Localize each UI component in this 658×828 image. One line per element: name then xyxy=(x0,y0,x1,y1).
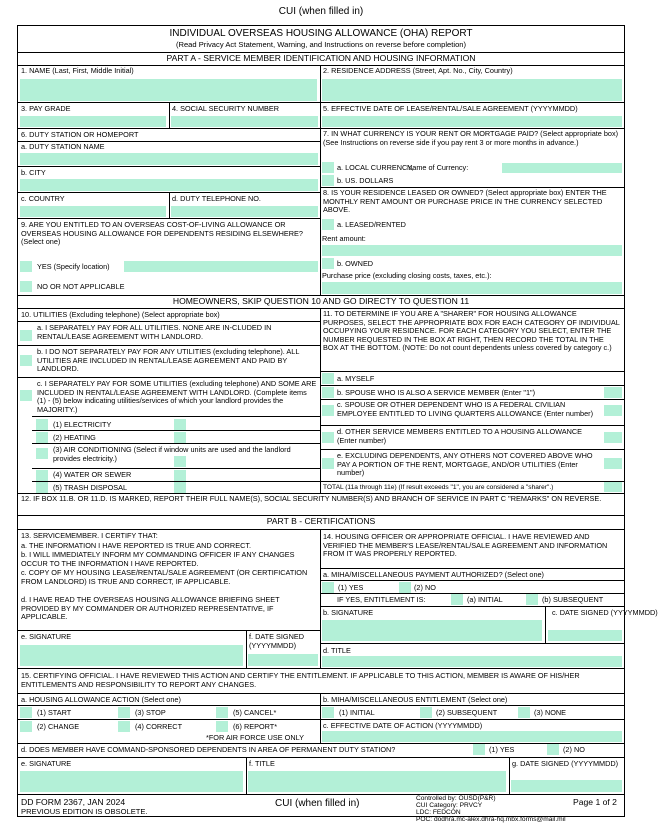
q15d-yes-label: (1) YES xyxy=(489,745,515,754)
member-date-signed-field[interactable] xyxy=(248,654,318,666)
effective-date-of-action-field[interactable] xyxy=(322,731,622,742)
heating-checkbox[interactable] xyxy=(36,432,48,443)
cancel-label: (5) CANCEL* xyxy=(233,708,277,717)
housing-officer-signature-field[interactable] xyxy=(322,620,542,641)
air-conditioning-checkbox[interactable] xyxy=(36,448,48,459)
q13f-label: f. DATE SIGNED (YYYYMMDD) xyxy=(249,632,305,650)
q10a-checkbox[interactable] xyxy=(20,330,32,341)
q10c-label: c. I SEPARATELY PAY FOR SOME UTILITIES (excluding telephone) AND SOME ARE INCLUDED IN RENTAL/LEASE AGREEMENT WITH LANDLORD. (Complete items (1) - (5) below indicating utilities/services of which your landlord provides the MAJORITY.) xyxy=(37,379,317,414)
util4-label: (4) WATER OR SEWER xyxy=(53,470,132,479)
q11e-checkbox[interactable] xyxy=(322,458,334,469)
water-sewer-checkbox[interactable] xyxy=(36,470,48,481)
q15d-no-checkbox[interactable] xyxy=(547,744,559,755)
q7b-label: b. US. DOLLARS xyxy=(337,176,394,185)
q10b-label: b. I DO NOT SEPARATELY PAY FOR ANY UTILITIES (excluding telephone). ALL UTILITIES ARE INCLUDED IN RENTAL/LEASE AGREEMENT AND PAID BY LANDLORD. xyxy=(37,347,300,374)
q15d-no-label: (2) NO xyxy=(563,745,585,754)
q11b-label: b. SPOUSE WHO IS ALSO A SERVICE MEMBER (Enter "1") xyxy=(337,388,536,397)
q13c-label: c. COPY OF MY HOUSING LEASE/RENTAL/SALE AGREEMENT (OR CERTIFICATION FROM LANDLORD) IS TRUE AND CORRECT, IF APPLICABLE. xyxy=(21,568,308,586)
q11-total-label: TOTAL (11a through 11e) (If result exceeds "1", you are considered a "sharer".) xyxy=(323,484,554,491)
q15e-label: e. SIGNATURE xyxy=(21,759,72,768)
correct-label: (4) CORRECT xyxy=(135,722,183,731)
miha-subsequent-label: (2) SUBSEQUENT xyxy=(436,708,498,717)
q14-initial-label: (a) INITIAL xyxy=(467,595,503,604)
water-sewer-extra-checkbox[interactable] xyxy=(174,470,186,481)
q13a-label: a. THE INFORMATION I HAVE REPORTED IS TRUE AND CORRECT. xyxy=(21,541,252,550)
change-label: (2) CHANGE xyxy=(37,722,80,731)
form-title: INDIVIDUAL OVERSEAS HOUSING ALLOWANCE (OHA) REPORT xyxy=(169,28,473,39)
stop-label: (3) STOP xyxy=(135,708,166,717)
q11e-count-field[interactable] xyxy=(604,458,622,469)
duty-telephone-field[interactable] xyxy=(171,206,318,217)
correct-checkbox[interactable] xyxy=(118,721,130,732)
member-signature-field[interactable] xyxy=(20,645,243,666)
electricity-extra-checkbox[interactable] xyxy=(174,419,186,430)
us-dollars-checkbox[interactable] xyxy=(322,175,334,186)
q9-no-label: NO OR NOT APPLICABLE xyxy=(37,282,125,291)
q11d-count-field[interactable] xyxy=(604,432,622,443)
city-field[interactable] xyxy=(20,179,318,191)
q8b-label: b. OWNED xyxy=(337,259,374,268)
local-currency-checkbox[interactable] xyxy=(322,162,334,173)
q14-no-label: (2) NO xyxy=(414,583,436,592)
certifying-date-field[interactable] xyxy=(511,780,622,792)
util3-label: (3) AIR CONDITIONING (Select if window units are used and the landlord provides electricity.) xyxy=(53,445,291,463)
q14-label: 14. HOUSING OFFICER OR APPROPRIATE OFFICIAL. I HAVE REVIEWED AND VERIFIED THE MEMBER'S LEASE/RENTAL/SALE AGREEMENT AND INFORMATION FROM IT WAS PROPERLY REPORTED. xyxy=(323,532,608,559)
q11-label: 11. TO DETERMINE IF YOU ARE A "SHARER" FOR HOUSING ALLOWANCE PURPOSES, SELECT THE APPROPRIATE BOX FOR EACH CATEGORY OF INDIVIDUAL OCCUPYING YOUR RESIDENCE. FOR EACH CATEGORY YOU SELECT, ENTER THE NUMBER REQUESTED IN THE BOX AT RIGHT, THEN RECORD THE TOTAL IN THE BOX AT THE BOTTOM. (NOTE: Do not count dependents unless covered by category c.) xyxy=(323,309,620,353)
q14-subsequent-checkbox[interactable] xyxy=(526,594,538,605)
housing-officer-date-field[interactable] xyxy=(548,630,622,641)
q8-label: 8. IS YOUR RESIDENCE LEASED OR OWNED? (Select appropriate box) ENTER THE MONTHLY RENT AMOUNT OR PURCHASE PRICE IN THE CURRENCY SELECTED ABOVE. xyxy=(323,188,607,215)
q2-label: 2. RESIDENCE ADDRESS (Street, Apt. No., City, Country) xyxy=(323,66,513,75)
q14b-label: b. SIGNATURE xyxy=(323,608,374,617)
q11b-count-field[interactable] xyxy=(604,387,622,398)
q3-label: 3. PAY GRADE xyxy=(21,104,71,113)
q4-label: 4. SOCIAL SECURITY NUMBER xyxy=(172,104,280,113)
q14a-label: a. MIHA/MISCELLANEOUS PAYMENT AUTHORIZED? (Select one) xyxy=(323,570,544,579)
q14-subsequent-label: (b) SUBSEQUENT xyxy=(542,595,604,604)
q15f-label: f. TITLE xyxy=(249,759,275,768)
util2-label: (2) HEATING xyxy=(53,433,96,442)
change-checkbox[interactable] xyxy=(20,721,32,732)
duty-station-name-field[interactable] xyxy=(20,153,318,165)
q13-label: 13. SERVICEMEMBER. I CERTIFY THAT: xyxy=(21,531,158,540)
q13d-label: d. I HAVE READ THE OVERSEAS HOUSING ALLOWANCE BRIEFING SHEET PROVIDED BY MY COMMANDER OR AUTHORIZED REPRESENTATIVE, IF APPLICABLE. xyxy=(21,595,280,622)
q15a-label: a. HOUSING ALLOWANCE ACTION (Select one) xyxy=(21,695,181,704)
certifying-title-field[interactable] xyxy=(248,771,506,792)
cancel-checkbox[interactable] xyxy=(216,707,228,718)
q9-label: 9. ARE YOU ENTITLED TO AN OVERSEAS COST-OF-LIVING ALLOWANCE OR OVERSEAS HOUSING ALLOWANCE FOR DEPENDENTS RESIDING ELSEWHERE? (Select one) xyxy=(21,220,303,247)
cui-category: CUI Category: PRVCY xyxy=(416,802,483,809)
q5-label: 5. EFFECTIVE DATE OF LEASE/RENTAL/SALE AGREEMENT (YYYYMMDD) xyxy=(323,104,578,113)
form-subtitle: (Read Privacy Act Statement, Warning, and Instructions on reverse before completion) xyxy=(175,40,467,49)
q8a-label: a. LEASED/RENTED xyxy=(337,220,406,229)
q11a-label: a. MYSELF xyxy=(337,374,375,383)
q11-total-field[interactable] xyxy=(604,482,622,492)
residence-address-field[interactable] xyxy=(322,79,622,101)
obsolete-note: PREVIOUS EDITION IS OBSOLETE. xyxy=(21,807,148,816)
q11c-checkbox[interactable] xyxy=(322,405,334,416)
heating-extra-checkbox[interactable] xyxy=(174,432,186,443)
q14-no-checkbox[interactable] xyxy=(399,582,411,593)
part-b-header: PART B - CERTIFICATIONS xyxy=(266,516,376,526)
q14-yes-checkbox[interactable] xyxy=(322,582,334,593)
controlled-by: Controlled by: OUSD(P&R) xyxy=(416,795,496,802)
effective-date-field[interactable] xyxy=(322,116,622,127)
q12-label: 12. IF BOX 11.B. OR 11.D. IS MARKED, REPORT THEIR FULL NAME(S), SOCIAL SECURITY NUMBER(S) AND BRANCH OF SERVICE IN PART C "REMARKS" ON REVERSE. xyxy=(21,494,602,503)
housing-officer-title-field[interactable] xyxy=(322,656,622,667)
q11d-checkbox[interactable] xyxy=(322,432,334,443)
homeowners-banner: HOMEOWNERS, SKIP QUESTION 10 AND GO DIRECTY TO QUESTION 11 xyxy=(172,296,470,306)
electricity-checkbox[interactable] xyxy=(36,419,48,430)
q9-yes-label: YES (Specify location) xyxy=(37,262,110,271)
name-field[interactable] xyxy=(20,79,317,101)
q13b-label: b. I WILL IMMEDIATELY INFORM MY COMMANDING OFFICER IF ANY CHANGES OCCUR TO THE INFORMATION I HAVE REPORTED. xyxy=(21,550,295,568)
purchase-price-field[interactable] xyxy=(322,282,622,294)
owned-checkbox[interactable] xyxy=(322,258,334,269)
q9-no-checkbox[interactable] xyxy=(20,281,32,292)
q11c-label: c. SPOUSE OR OTHER DEPENDENT WHO IS A FEDERAL CIVILIAN EMPLOYEE ENTITLED TO LIVING QUARTERS ALLOWANCE (Enter number) xyxy=(337,400,594,418)
q11b-checkbox[interactable] xyxy=(322,387,334,398)
q11e-label: e. EXCLUDING DEPENDENTS, ANY OTHERS NOT COVERED ABOVE WHO PAY A PORTION OF THE RENT, MORTGAGE, AND/OR UTILITIES (Enter number) xyxy=(337,451,593,478)
currency-name-label: Name of Currency: xyxy=(407,163,469,172)
start-label: (1) START xyxy=(37,708,72,717)
q15c-label: c. EFFECTIVE DATE OF ACTION (YYYYMMDD) xyxy=(323,721,483,730)
start-checkbox[interactable] xyxy=(20,707,32,718)
q9-yes-checkbox[interactable] xyxy=(20,261,32,272)
part-a-header: PART A - SERVICE MEMBER IDENTIFICATION AND HOUSING INFORMATION xyxy=(166,53,476,63)
trash-disposal-extra-checkbox[interactable] xyxy=(174,482,186,493)
form-identifier: DD FORM 2367, JAN 2024 xyxy=(21,797,126,807)
pay-grade-field[interactable] xyxy=(20,116,166,127)
q14d-label: d. TITLE xyxy=(323,646,351,655)
cui-marking-top: CUI (when filled in) xyxy=(278,6,364,17)
q11c-count-field[interactable] xyxy=(604,405,622,416)
ssn-field[interactable] xyxy=(171,116,318,127)
leased-rented-checkbox[interactable] xyxy=(322,219,334,230)
q6-label: 6. DUTY STATION OR HOMEPORT xyxy=(21,130,139,139)
q9-location-field[interactable] xyxy=(124,261,318,272)
q7-label: 7. IN WHAT CURRENCY IS YOUR RENT OR MORTGAGE PAID? (Select appropriate box) (See Instructions on reverse side if you pay rent 3 or more months in advance.) xyxy=(323,129,619,147)
miha-none-label: (3) NONE xyxy=(534,708,567,717)
q10c-checkbox[interactable] xyxy=(20,390,32,401)
country-field[interactable] xyxy=(20,206,166,217)
certifying-signature-field[interactable] xyxy=(20,771,243,792)
q10b-checkbox[interactable] xyxy=(20,355,32,366)
miha-none-checkbox[interactable] xyxy=(518,707,530,718)
util5-label: (5) TRASH DISPOSAL xyxy=(53,483,128,492)
q1-label: 1. NAME (Last, First, Middle Initial) xyxy=(21,66,134,75)
q15-label: 15. CERTIFYING OFFICIAL. I HAVE REVIEWED THIS ACTION AND CERTIFY THE ENTITLEMENT. IF APPLICABLE TO THIS ACTION, MEMBER IS AWARE OF HIS/HER ENTITLEMENTS AND RESPONSIBILITY TO REPORT ANY CHANGES. xyxy=(21,671,580,689)
util1-label: (1) ELECTRICITY xyxy=(53,420,112,429)
q14-if-yes-label: IF YES, ENTITLEMENT IS: xyxy=(337,595,426,604)
q15d-label: d. DOES MEMBER HAVE COMMAND-SPONSORED DEPENDENTS IN AREA OF PERMANENT DUTY STATION? xyxy=(21,745,396,754)
poc: POC: dodhra.mc-alex.dhra-hq.mbx.forms@mail.mil xyxy=(416,816,566,823)
q15d-yes-checkbox[interactable] xyxy=(473,744,485,755)
rent-amount-label: Rent amount: xyxy=(322,234,366,243)
miha-initial-label: (1) INITIAL xyxy=(339,708,375,717)
q6b-label: b. CITY xyxy=(21,168,46,177)
q10-label: 10. UTILITIES (Excluding telephone) (Select appropriate box) xyxy=(21,310,220,319)
q11d-label: d. OTHER SERVICE MEMBERS ENTITLED TO A HOUSING ALLOWANCE (Enter number) xyxy=(337,427,583,445)
miha-subsequent-checkbox[interactable] xyxy=(420,707,432,718)
q10a-label: a. I SEPARATELY PAY FOR ALL UTILITIES. NONE ARE IN-CLUDED IN RENTAL/LEASE AGREEMENT WITH LANDLORD. xyxy=(37,323,272,341)
currency-name-field[interactable] xyxy=(502,163,622,173)
air-conditioning-extra-checkbox[interactable] xyxy=(174,456,186,467)
q15b-label: b. MIHA/MISCELLANEOUS ENTITLEMENT (Select one) xyxy=(323,695,508,704)
q7a-label: a. LOCAL CURRENCY, xyxy=(337,163,414,172)
rent-amount-field[interactable] xyxy=(322,245,622,256)
q6c-label: c. COUNTRY xyxy=(21,194,65,203)
q14-yes-label: (1) YES xyxy=(338,583,364,592)
q11a-checkbox[interactable] xyxy=(322,373,334,384)
q14c-label: c. DATE SIGNED (YYYYMMDD) xyxy=(552,608,658,617)
stop-checkbox[interactable] xyxy=(118,707,130,718)
cui-marking-bottom: CUI (when filled in) xyxy=(275,798,360,809)
ldc: LDC: FEDCON xyxy=(416,809,461,816)
air-force-note: *FOR AIR FORCE USE ONLY xyxy=(206,733,304,742)
q15g-label: g. DATE SIGNED (YYYYMMDD) xyxy=(512,759,619,768)
purchase-price-label: Purchase price (excluding closing costs, taxes, etc.): xyxy=(322,271,492,280)
q6a-label: a. DUTY STATION NAME xyxy=(21,142,105,151)
report-label: (6) REPORT* xyxy=(233,722,278,731)
report-checkbox[interactable] xyxy=(216,721,228,732)
q13e-label: e. SIGNATURE xyxy=(21,632,72,641)
q6d-label: d. DUTY TELEPHONE NO. xyxy=(172,194,261,203)
trash-disposal-checkbox[interactable] xyxy=(36,482,48,493)
q14-initial-checkbox[interactable] xyxy=(451,594,463,605)
page-number: Page 1 of 2 xyxy=(573,797,617,807)
miha-initial-checkbox[interactable] xyxy=(322,707,334,718)
